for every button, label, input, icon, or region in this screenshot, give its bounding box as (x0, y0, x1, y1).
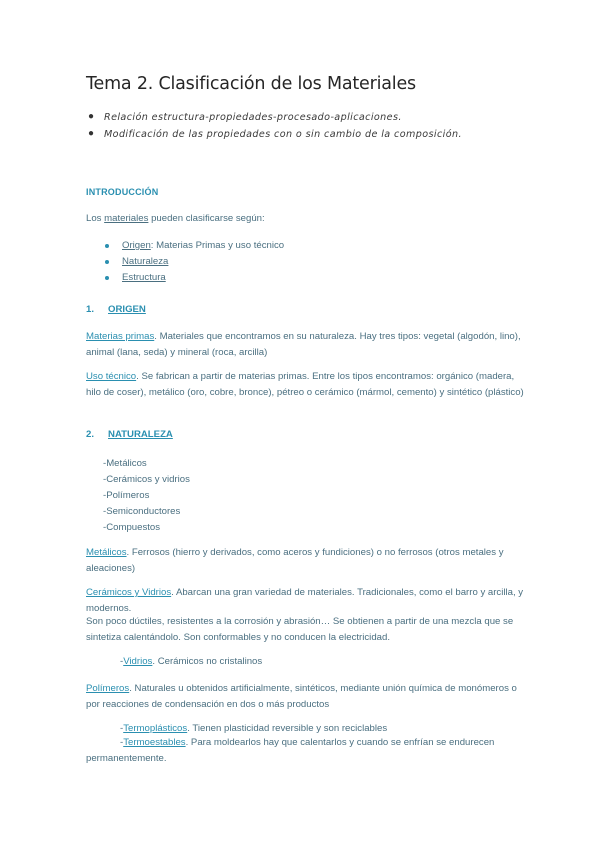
metalicos-lead: Metálicos (86, 547, 127, 558)
section-label: NATURALEZA (108, 429, 173, 440)
bullet-icon (105, 260, 109, 264)
materias-primas-lead: Materias primas (86, 331, 155, 342)
vidrios-lead: Vidrios (123, 656, 153, 667)
ceramicos-paragraph-2: Son poco dúctiles, resistentes a la corrosión y abrasión… Se obtienen a partir de una mezcla que se sintetiza calentándolo. Son conformables y no conducen la electricidad. (86, 616, 514, 643)
bullet-icon (105, 244, 109, 248)
intro-text (86, 213, 265, 224)
section-number: 1. (86, 304, 95, 315)
intro-text-pre: Los (86, 213, 105, 224)
page-title: Tema 2. Clasificación de los Materiales (86, 74, 416, 94)
vidrios-item (120, 656, 262, 667)
ceramicos-paragraph (86, 585, 526, 616)
naturaleza-list-item: -Metálicos (103, 458, 147, 469)
section-origen-heading (86, 304, 146, 315)
paragraph-text: . Naturales u obtenidos artificialmente, sintéticos, mediante unión química de monómeros o por reacciones de condensación en dos o más productos (86, 683, 517, 710)
paragraph-text: . Se fabrican a partir de materias primas. Entre los tipos encontramos: orgánico (madera, hilo de coser), metálico (oro, cobre, bronce), pétreo o cerámico (mármol, cemento) y sintético (plástico) (86, 371, 524, 398)
classification-item-origen (122, 240, 284, 251)
metalicos-paragraph (86, 545, 526, 576)
dash: - (120, 737, 124, 748)
dash: - (120, 723, 124, 734)
uso-tecnico-lead: Uso técnico (86, 371, 137, 382)
termoplasticos-lead: Termoplásticos (123, 723, 188, 734)
bullet-icon: ● (88, 128, 95, 139)
paragraph-text: . Materiales que encontramos en su naturaleza. Hay tres tipos: vegetal (algodón, lino), animal (lana, seda) y mineral (roca, arcilla) (86, 331, 521, 358)
paragraph-text: . Abarcan una gran variedad de materiales. Tradicionales, como el barro y arcilla, y modernos. (86, 587, 524, 614)
item-text: . Para moldearlos hay que calentarlos y cuando se enfrían se endurecen permanentemente. (86, 737, 495, 764)
polimeros-lead: Polímeros (86, 683, 130, 694)
termoestables-lead: Termoestables (123, 737, 186, 748)
naturaleza-list-item: -Cerámicos y vidrios (103, 474, 190, 485)
dash: - (120, 656, 124, 667)
classification-item-naturaleza (122, 256, 168, 267)
polimeros-paragraph (86, 681, 526, 712)
section-naturaleza-heading (86, 429, 173, 440)
item-text: . Tienen plasticidad reversible y son reciclables (187, 723, 388, 734)
origen-link[interactable]: Origen (122, 240, 151, 251)
classification-item-estructura (122, 272, 166, 283)
paragraph-text: . Ferrosos (hierro y derivados, como aceros y fundiciones) o no ferrosos (otros metales y aleaciones) (86, 547, 504, 574)
classification-item-rest: : Materias Primas y uso técnico (150, 240, 285, 251)
intro-text-post: pueden clasificarse según: (148, 213, 265, 224)
materias-primas-paragraph (86, 329, 526, 360)
objective-1: Relación estructura-propiedades-procesado-aplicaciones. (104, 112, 402, 123)
item-text: . Cerámicos no cristalinos (152, 656, 263, 667)
naturaleza-list-item: -Semiconductores (103, 506, 181, 517)
ceramicos-lead: Cerámicos y Vidrios (86, 587, 172, 598)
uso-tecnico-paragraph (86, 369, 526, 400)
naturaleza-link[interactable]: Naturaleza (122, 256, 169, 267)
intro-heading: INTRODUCCIÓN (86, 187, 159, 197)
bullet-icon (105, 276, 109, 280)
estructura-link[interactable]: Estructura (122, 272, 166, 283)
materiales-link[interactable]: materiales (104, 213, 149, 224)
termoplasticos-item (120, 723, 387, 734)
naturaleza-list-item: -Compuestos (103, 522, 161, 533)
bullet-icon: ● (88, 111, 95, 122)
termoestables-item (86, 735, 526, 766)
objective-2: Modificación de las propiedades con o sin cambio de la composición. (104, 129, 462, 140)
section-label: ORIGEN (108, 304, 146, 315)
section-number: 2. (86, 429, 95, 440)
naturaleza-list-item: -Polímeros (103, 490, 150, 501)
